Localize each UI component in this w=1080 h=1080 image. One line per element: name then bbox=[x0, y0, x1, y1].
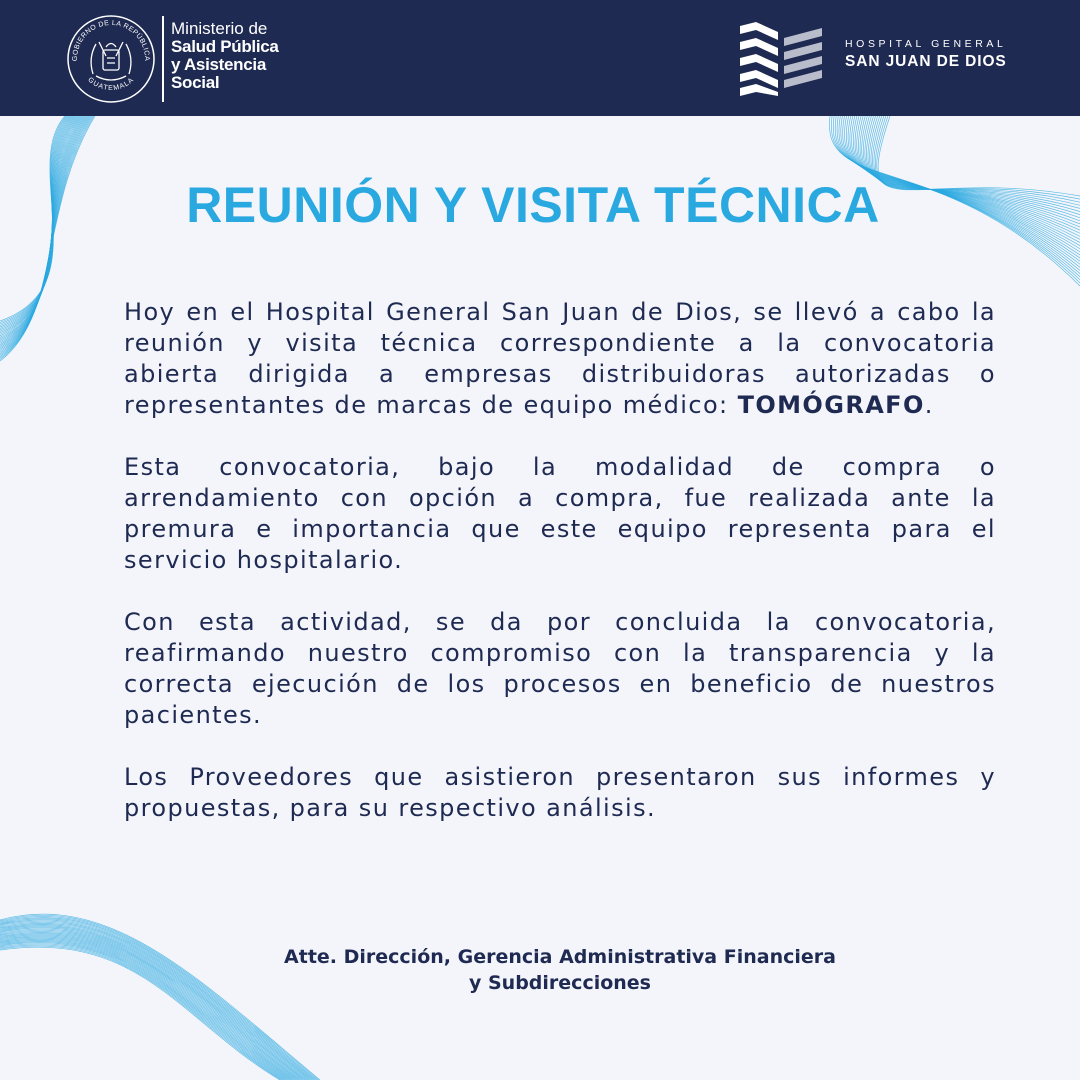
announcement-body bbox=[124, 297, 996, 855]
guatemala-coat-of-arms-icon bbox=[66, 14, 156, 104]
hospital-name bbox=[845, 38, 1007, 71]
ministry-line-4: Social bbox=[171, 73, 220, 92]
ministry-line-2: Salud Pública bbox=[171, 37, 279, 56]
hospital-name-line-1: HOSPITAL GENERAL bbox=[845, 38, 1007, 50]
page-title: REUNIÓN Y VISITA TÉCNICA bbox=[186, 177, 880, 233]
paragraph-2: Esta convocatoria, bajo la modalidad de compra o arrendamiento con opción a compra, fue realizada ante la premura e importancia que este equipo representa para el servicio hospitalario. bbox=[124, 453, 996, 574]
wave-line bbox=[0, 915, 319, 1080]
ministry-line-1: Ministerio de bbox=[171, 19, 268, 38]
header-bar bbox=[0, 0, 1080, 116]
equipment-name: TOMÓGRAFO bbox=[737, 391, 925, 419]
ministry-name bbox=[171, 20, 279, 92]
signature-line-2: y Subdirecciones bbox=[469, 972, 651, 994]
svg-text:GUATEMALA bbox=[86, 76, 135, 92]
paragraph-1-text: Hoy en el Hospital General San Juan de Dios, se llevó a cabo la reunión y visita técnica correspondiente a la convocatoria abierta dirigida a empresas distribuidoras autorizadas o representantes de marcas de equipo médico: bbox=[124, 298, 996, 419]
hospital-chevrons-logo-icon bbox=[740, 22, 822, 96]
hospital-name-line-2: SAN JUAN DE DIOS bbox=[845, 53, 1007, 70]
signature-line-1: Atte. Dirección, Gerencia Administrativa Financiera bbox=[284, 946, 836, 968]
ministry-line-3: y Asistencia bbox=[171, 55, 266, 74]
paragraph-1-end: . bbox=[924, 391, 934, 419]
paragraph-1 bbox=[124, 297, 996, 421]
seal-bottom-text: GUATEMALA bbox=[86, 76, 136, 93]
paragraph-3: Con esta actividad, se da por concluida la convocatoria, reafirmando nuestro compromiso con la transparencia y la correcta ejecución de los procesos en beneficio de nuestros pacientes. bbox=[124, 608, 996, 729]
paragraph-4: Los Proveedores que asistieron presentaron sus informes y propuestas, para su respectivo análisis. bbox=[124, 763, 996, 822]
wave-decoration-left bbox=[0, 116, 110, 376]
seal-ring-text: GOBIERNO DE LA REPÚBLICA bbox=[71, 19, 151, 62]
signature bbox=[200, 944, 920, 996]
ministry-divider bbox=[162, 16, 164, 102]
